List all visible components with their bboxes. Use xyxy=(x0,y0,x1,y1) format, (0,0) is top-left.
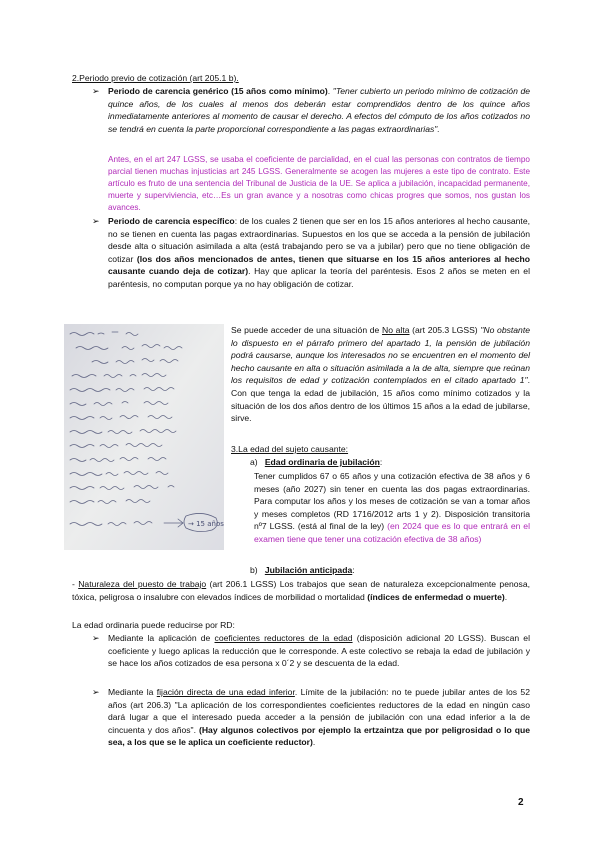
page-number: 2 xyxy=(518,797,524,808)
ordinary-age-marker: a) xyxy=(250,457,258,467)
early-retirement-colon: : xyxy=(352,565,355,575)
handwriting-final-text: → 15 años xyxy=(188,520,224,528)
no-alta-quote: "No obstante lo dispuesto en el párrafo primero del apartado 1, la pensión de jubilación podrá causarse, aunque los interesados no se encuentren en el momento del hecho causante en alta o situación asimilada a la de alta, siempre que reúnan los requisitos de edad y cotización contemplados en el citado apartado 1" xyxy=(231,325,531,386)
specific-text-1: : de los cuales 2 tienen que ser en los 15 años anteriores al hecho causante, no se tienen en cuenta las pagas extraordinarias. Supuestos en los que se acceda a la pensión de jubilación desde alta o situación asimilada a alta (está trabajando pero se va a jubilar) pero que no tiene obligación de cotizar xyxy=(108,216,530,264)
arrow-bullet-icon: ➢ xyxy=(92,86,100,96)
generic-quote: "Tener cubierto un periodo mínimo de cotización de quince años, de los cuales al menos dos deberán estar comprendidos dentro de los quince años inmediatamente anteriores al momento de causar el derecho. A efectos del cómputo de los años cotizados no se tendrá en cuenta la parte proporcional correspondiente a las pagas extraordinarias". xyxy=(108,86,531,134)
job-nature-end: . xyxy=(504,591,508,602)
section-2-heading xyxy=(72,72,532,85)
reduction-coefficients-term: coeficientes reductores de la edad xyxy=(214,633,353,643)
no-alta-intro: Se puede acceder de una situación de xyxy=(231,325,382,335)
job-nature-dash: - xyxy=(72,579,79,589)
early-retirement-heading xyxy=(250,564,530,577)
no-alta-term: No alta xyxy=(381,325,410,335)
handwritten-notes-photo xyxy=(64,324,224,550)
section-3-heading xyxy=(231,443,530,456)
lower-age-pre: Mediante la xyxy=(108,687,157,697)
ordinary-age-heading xyxy=(250,456,530,469)
rd-reduction-line: La edad ordinaria puede reducirse por RD: xyxy=(72,620,235,630)
job-nature-text: (art 206.1 LGSS) Los trabajos que sean de naturaleza excepcionalmente penosa, tóxica, peligrosa o insalubre con elevados índices de morbilidad o mortalidad xyxy=(72,579,530,602)
reduction-coefficients-text: (disposición adicional 20 LGSS). Buscan el coeficiente y luego aplicas la reducción que le corresponde. A este colectivo se rebaja la edad de jubilación y se hace los años cotizados de esa persona x 0´2 y se descuenta de la edad. xyxy=(108,633,530,669)
no-alta-text: . Con que tenga la edad de jubilación, 15 años como mínimo cotizados y la situación de los dos años dentro de los últimos 15 años a la edad de jubilarse, sirve. xyxy=(231,375,530,424)
handwriting-image xyxy=(64,324,224,550)
generic-note: Antes, en el art 247 LGSS, se usaba el coeficiente de parcialidad, en el cual las personas con contratos de tiempo parcial tienen muchas injusticias art 245 LGSS. Generalmente se acogen las mujeres a este tipo de contrato. Este artículo es fruto de una sentencia del Tribunal de Justicia de la UE. Se aplica a jubilación, incapacidad permanente, muerte y superviviencia, etc…Es un gran avance y a nosotras como chicas progres que somos, nos gustan los avances. xyxy=(108,155,530,212)
lower-age-paragraph xyxy=(108,686,530,749)
specific-bold: (los dos años mencionados de antes, tienen que situarse en los 15 años anteriores al hecho causante cuando deja de cotizar) xyxy=(108,253,530,277)
early-retirement-marker: b) xyxy=(250,565,258,575)
early-retirement-title: Jubilación anticipada xyxy=(264,565,353,575)
specific-text-2: . Hay que aplicar la teoría del paréntesis. Esos 2 años se meten en el paréntesis, no computan porque ya no hay obligación de cotizar. xyxy=(108,266,530,289)
lower-age-end: . xyxy=(312,737,316,748)
specific-title: Periodo de carencia específico xyxy=(108,216,235,226)
arrow-bullet-icon: ➢ xyxy=(92,687,100,697)
no-alta-paragraph xyxy=(231,324,530,425)
ordinary-age-title: Edad ordinaria de jubilación xyxy=(264,457,380,467)
arrow-bullet-icon: ➢ xyxy=(92,633,100,643)
no-alta-ref: (art 205.3 LGSS) xyxy=(409,325,478,335)
arrow-bullet-icon: ➢ xyxy=(92,216,100,226)
section-2-heading-text: 2.Periodo previo de cotización (art 205.1 b). xyxy=(72,73,239,83)
job-nature-bold: (índices de enfermedad o muerte) xyxy=(367,591,505,602)
reduction-coefficients-paragraph xyxy=(108,632,530,670)
generic-title: Periodo de carencia genérico (15 años como mínimo) xyxy=(108,86,328,96)
job-nature-paragraph xyxy=(72,578,530,603)
ordinary-age-colon: : xyxy=(379,457,383,467)
specific-paragraph xyxy=(108,215,530,291)
generic-paragraph xyxy=(108,85,530,135)
ordinary-age-text: Tener cumplidos 67 o 65 años y una cotización efectiva de 38 años y 6 meses (año 2027) sin tener en cuenta las dos pagas extraordinarias. Para computar los años y los meses de cotización se van a tomar años y meses completos (RD 1716/2012 arts 1 y 2). Disposición transitoria nº7 LGSS. (está al final de la ley) xyxy=(254,471,530,532)
lower-age-bold: (Hay algunos colectivos por ejemplo la ertzaintza que por peligrosidad o lo que sea, a los que se le aplica un coeficiente reductor) xyxy=(108,724,530,748)
lower-age-term: fijación directa de una edad inferior xyxy=(156,687,295,697)
generic-dot: . xyxy=(327,86,331,96)
ordinary-age-pink-note: (en 2024 que es lo que entrará en el examen tiene que tener una cotización efectiva de 38 años) xyxy=(254,521,530,544)
ordinary-age-paragraph xyxy=(254,470,530,546)
reduction-coefficients-pre: Mediante la aplicación de xyxy=(108,633,215,643)
lower-age-text: . Límite de la jubilación: no te puede jubilar antes de los 52 años (art 206.3) "La aplicación de los correspondientes coeficientes reductores de la edad en ningún caso dará lugar a que el interesado pueda acceder a la pensión de jubilación con una edad inferior a la de cincuenta y dos años". xyxy=(108,687,530,735)
section-3-heading-text: 3.La edad del sujeto causante: xyxy=(231,444,349,454)
job-nature-term: Naturaleza del puesto de trabajo xyxy=(78,579,207,589)
